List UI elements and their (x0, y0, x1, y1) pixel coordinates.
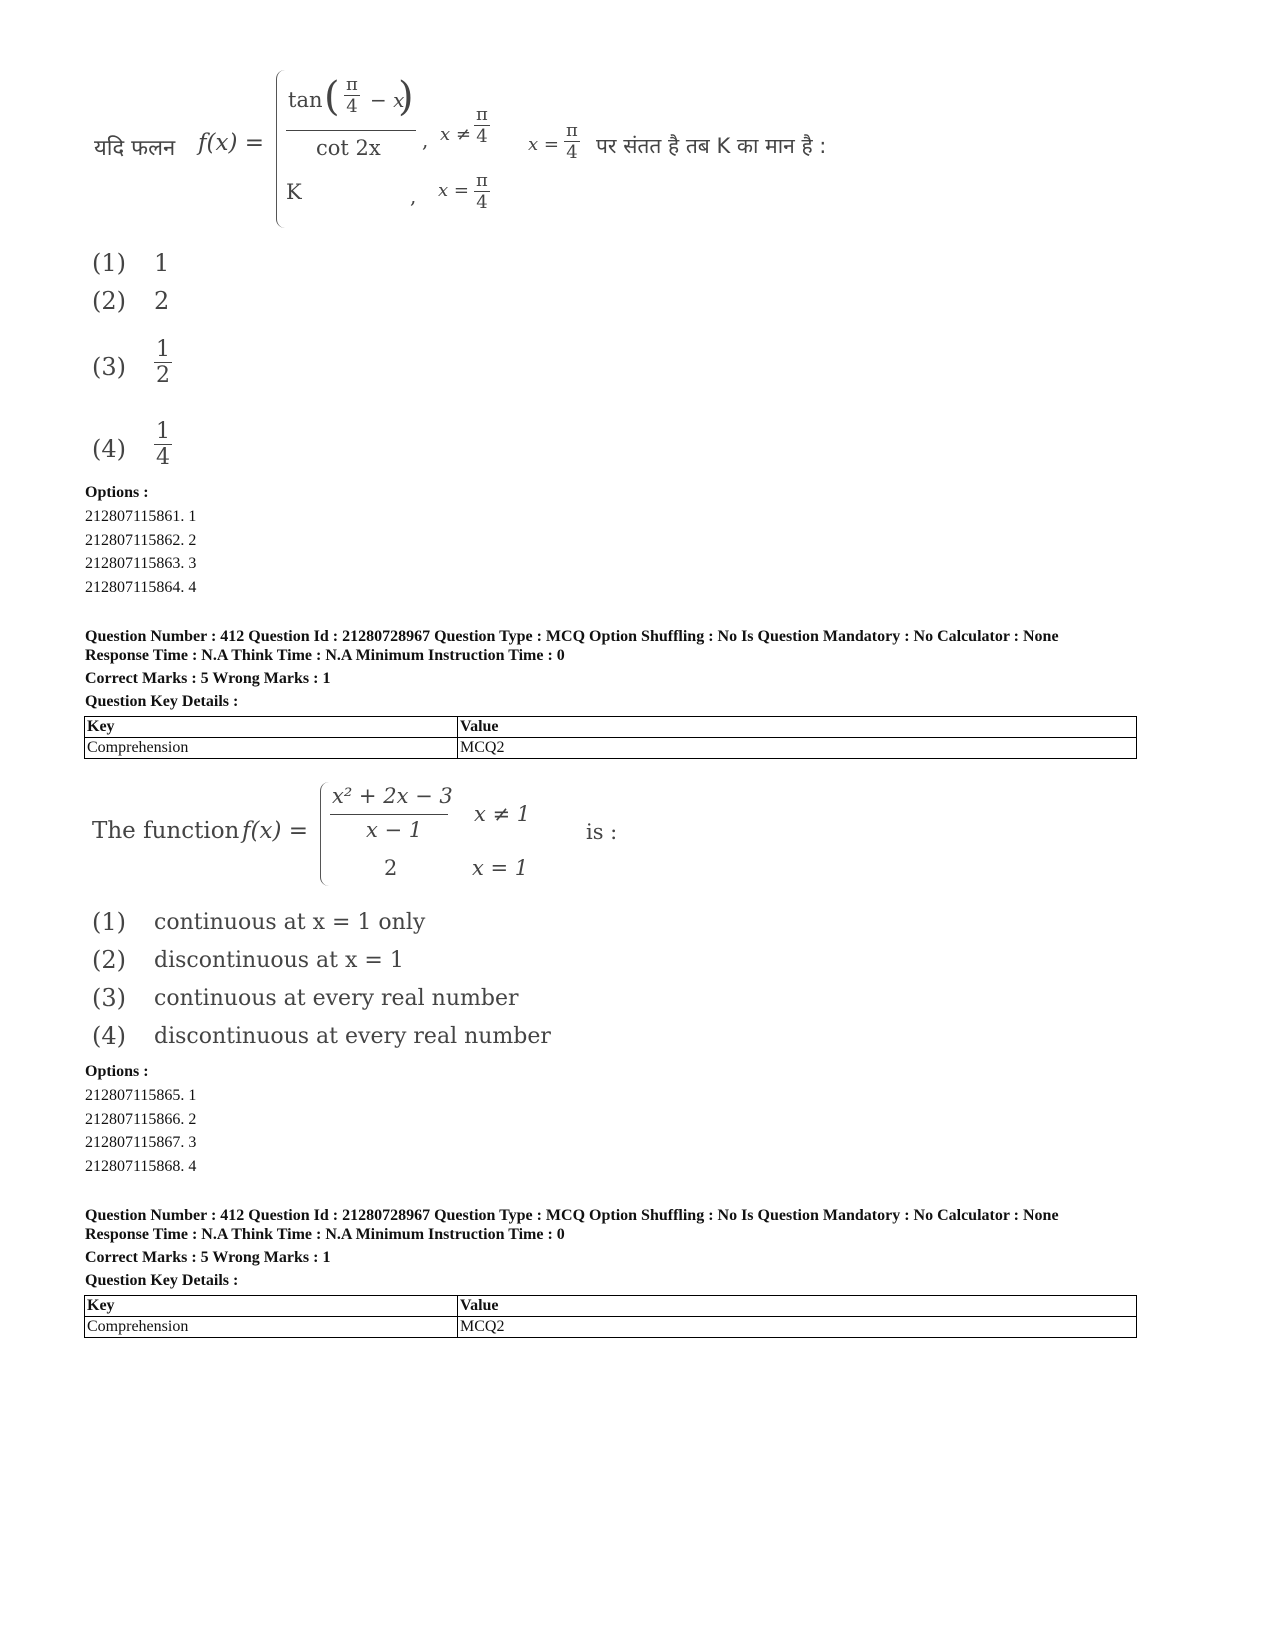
meta1-header-key: Key (85, 717, 458, 738)
q1-tan: tan (288, 88, 323, 112)
q1-choice-4-frac (154, 419, 172, 470)
q1-option-3: 212807115863. 3 (85, 555, 197, 572)
meta2-key-title: Question Key Details : (85, 1272, 239, 1289)
q2-fx: f(x) = (242, 818, 309, 844)
meta1-cell-key: Comprehension (85, 738, 458, 759)
q1-choice-2-val: 2 (154, 287, 170, 315)
table-row (85, 738, 1137, 759)
q1-cond-ne-frac (474, 104, 490, 147)
q1-cond-ne: x ≠ (440, 124, 471, 145)
meta2-cell-value: MCQ2 (458, 1317, 1137, 1338)
q2-denominator: x − 1 (366, 818, 423, 842)
q2-cond2: x = 1 (472, 856, 529, 880)
q1-paren-close: ) (398, 74, 414, 120)
meta2-marks: Correct Marks : 5 Wrong Marks : 1 (85, 1249, 331, 1266)
q1-choice-3-num: (3) (92, 353, 126, 381)
meta1-marks: Correct Marks : 5 Wrong Marks : 1 (85, 670, 331, 687)
question-1-image (90, 60, 890, 235)
q2-choice-3-num: (3) (92, 984, 126, 1012)
q1-suffix-x: x = (528, 134, 559, 155)
q1-choice-4 (92, 419, 212, 479)
q2-option-3: 212807115867. 3 (85, 1134, 197, 1151)
q1-option-4: 212807115864. 4 (85, 578, 197, 596)
meta1-key-table (84, 716, 1137, 759)
meta2-header-value: Value (458, 1296, 1137, 1317)
q2-choice-4-text: discontinuous at every real number (154, 1024, 551, 1049)
q1-option-1: 212807115861. 1 (85, 508, 197, 525)
q1-suffix-pi: π (566, 120, 578, 141)
meta1-line1: Question Number : 412 Question Id : 21280728967 Question Type : MCQ Option Shuffling : No Is Question Mandatory : No Calculator : None (85, 628, 1059, 645)
q1-choice-1-num: (1) (92, 249, 126, 277)
q2-choice-1-num: (1) (92, 908, 126, 936)
q1-choice-1-val: 1 (154, 249, 170, 277)
q1-pi-over-4 (344, 74, 360, 117)
q1-cond-eq-pi: π (476, 170, 488, 191)
meta2-header-key: Key (85, 1296, 458, 1317)
q1-option-2: 212807115862. 2 (85, 531, 197, 549)
q2-numerator: x² + 2x − 3 (332, 784, 453, 808)
q1-minus-x: − x (370, 88, 405, 112)
meta2-line1: Question Number : 412 Question Id : 21280728967 Question Type : MCQ Option Shuffling : No Is Question Mandatory : No Calculator : None (85, 1207, 1059, 1224)
q1-fraction-bar (286, 130, 416, 131)
q2-suffix: is : (586, 820, 618, 844)
q1-numerator (286, 70, 416, 130)
q1-choice-3-numerator: 1 (156, 337, 170, 362)
q1-cot: cot 2x (316, 136, 381, 160)
meta2-cell-key: Comprehension (85, 1317, 458, 1338)
q2-option-4: 212807115868. 4 (85, 1157, 197, 1175)
q1-pi: π (346, 74, 358, 95)
question-2-image (90, 778, 650, 890)
q1-choice-3 (92, 337, 212, 397)
q1-suffix-frac (564, 120, 580, 163)
q2-choice-1-text: continuous at x = 1 only (154, 910, 426, 935)
q2-choice-2-num: (2) (92, 946, 126, 974)
q1-choice-4-numerator: 1 (156, 419, 170, 444)
q2-prefix: The function (92, 818, 240, 844)
q2-options-title: Options : (85, 1063, 149, 1080)
table-row (85, 717, 1137, 738)
q1-k: K (286, 180, 302, 204)
meta1-cell-value: MCQ2 (458, 738, 1137, 759)
q2-fraction-bar (330, 814, 448, 815)
q1-comma-1: , (422, 128, 429, 152)
q1-suffix-four: 4 (566, 142, 578, 163)
q1-options-list (85, 505, 196, 599)
q2-choice-2-text: discontinuous at x = 1 (154, 948, 404, 973)
q1-choice-3-denominator: 2 (156, 363, 170, 388)
q1-fx: f(x) = (198, 130, 265, 156)
meta1-key-title: Question Key Details : (85, 693, 239, 710)
q1-suffix-text: पर संतत है तब K का मान है : (596, 134, 827, 158)
q1-paren-open: ( (324, 74, 340, 120)
meta2-line2: Response Time : N.A Think Time : N.A Minimum Instruction Time : 0 (85, 1226, 565, 1243)
q2-option-1: 212807115865. 1 (85, 1087, 197, 1104)
q1-choice-3-frac (154, 337, 172, 388)
q1-cond-eq-four: 4 (476, 192, 488, 213)
meta1-header-value: Value (458, 717, 1137, 738)
table-row (85, 1296, 1137, 1317)
meta1-line2: Response Time : N.A Think Time : N.A Minimum Instruction Time : 0 (85, 647, 565, 664)
q1-options-title: Options : (85, 484, 149, 501)
q2-cond1: x ≠ 1 (474, 802, 531, 826)
q2-choice-3-text: continuous at every real number (154, 986, 519, 1011)
q1-four: 4 (346, 96, 358, 117)
q2-options-list (85, 1084, 196, 1178)
q1-prefix: यदि फलन (94, 136, 176, 161)
table-row (85, 1317, 1137, 1338)
q1-cond-ne-four: 4 (476, 126, 488, 147)
q2-option-2: 212807115866. 2 (85, 1110, 197, 1128)
meta2-key-table (84, 1295, 1137, 1338)
q1-cond-eq-frac (474, 170, 490, 213)
q2-val2: 2 (384, 856, 398, 880)
q1-cond-eq: x = (438, 180, 469, 201)
q1-cond-ne-pi: π (476, 104, 488, 125)
q1-comma-2: , (410, 184, 417, 208)
q1-choice-4-num: (4) (92, 435, 126, 463)
q1-choice-2-num: (2) (92, 287, 126, 315)
q2-choice-4-num: (4) (92, 1022, 126, 1050)
q1-choice-4-denominator: 4 (156, 445, 170, 470)
